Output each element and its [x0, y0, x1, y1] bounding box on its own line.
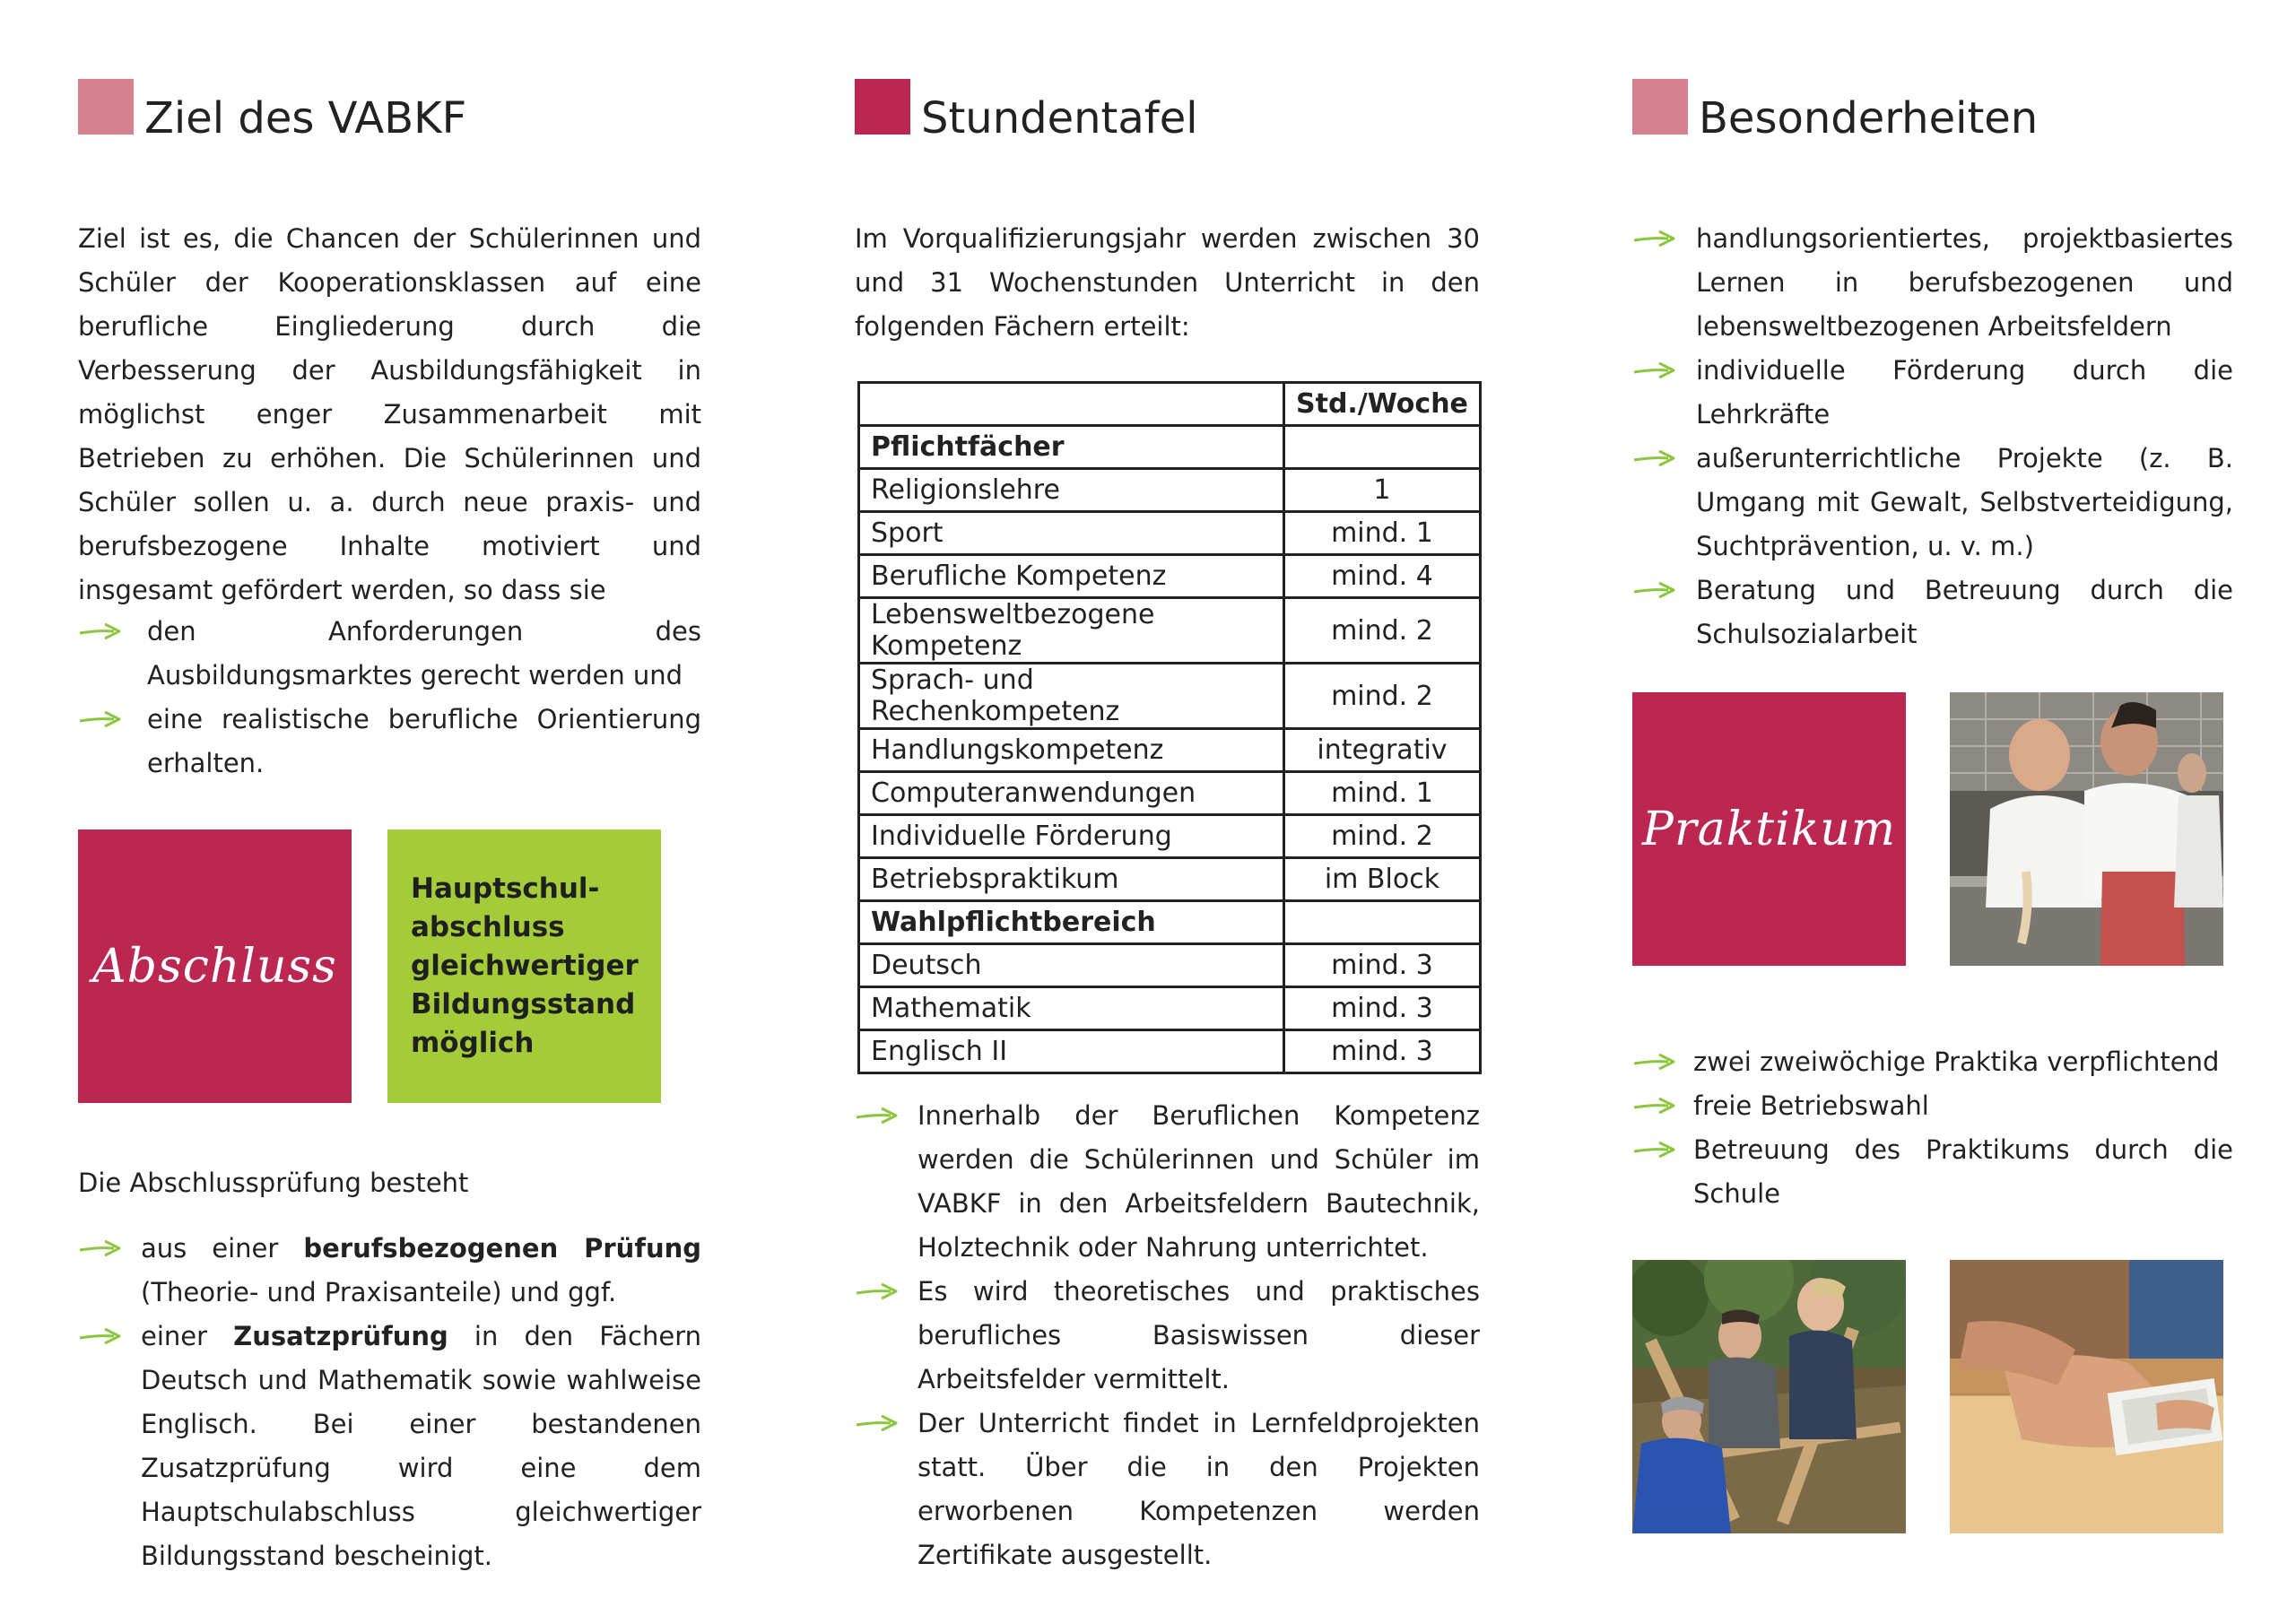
list-item-text: handlungsorientiertes, projektbasiertes Lernen in berufsbezogenen und lebensweltbezogenen Arbeitsfeldern	[1696, 223, 2233, 342]
section-title: Stundentafel	[921, 93, 1198, 143]
heading-square	[1632, 79, 1688, 135]
praktikum-label: Praktikum	[1641, 802, 1897, 856]
heading-besonderheiten	[1632, 77, 2039, 143]
subject-cell: Pflichtfächer	[859, 426, 1284, 469]
arrow-icon	[78, 1325, 125, 1347]
table-row	[859, 987, 1481, 1030]
qualification-text	[387, 870, 639, 1063]
hours-cell: mind. 3	[1284, 987, 1481, 1030]
subject-cell: Betriebspraktikum	[859, 858, 1284, 901]
arrow-icon	[1632, 360, 1679, 381]
table-row	[859, 598, 1481, 664]
arrow-icon	[78, 708, 125, 730]
list-item-text: freie Betriebswahl	[1693, 1090, 1929, 1121]
exam-bullet-list	[78, 1227, 701, 1578]
list-item	[855, 1270, 1480, 1402]
hours-cell: mind. 2	[1284, 815, 1481, 858]
list-item-text: individuelle Förderung durch die Lehrkräfte	[1696, 355, 2233, 430]
heading-ziel	[78, 77, 467, 143]
list-item-text: Innerhalb der Beruflichen Kompetenz werden die Schülerinnen und Schüler im VABKF in den Arbeitsfeldern Bautechnik, Holztechnik oder Nahrung unterrichtet.	[918, 1100, 1480, 1263]
info-bullet-list	[855, 1094, 1480, 1577]
heading-square	[78, 79, 134, 135]
hours-cell: 1	[1284, 469, 1481, 512]
list-item	[78, 698, 701, 786]
abschluss-label: Abschluss	[92, 939, 337, 994]
column-ziel	[78, 0, 701, 1624]
table-row	[859, 772, 1481, 815]
arrow-icon	[1632, 447, 1679, 469]
list-item-text: (Theorie- und Praxisanteile) und ggf.	[141, 1277, 617, 1307]
qualification-tile	[387, 829, 661, 1103]
abschluss-tile	[78, 829, 352, 1103]
subject-cell: Sport	[859, 512, 1284, 555]
list-item-text: einer	[141, 1321, 234, 1351]
subject-cell: Deutsch	[859, 944, 1284, 987]
qualification-line: Hauptschul-	[411, 873, 600, 905]
arrow-icon	[855, 1412, 901, 1434]
table-header-row	[859, 383, 1481, 426]
subject-cell: Mathematik	[859, 987, 1284, 1030]
list-item-text: aus einer	[141, 1233, 304, 1264]
section-title: Ziel des VABKF	[144, 93, 467, 143]
arrow-icon	[1632, 579, 1679, 601]
qualification-line: Bildungsstand	[411, 988, 636, 1020]
hours-cell: mind. 2	[1284, 598, 1481, 664]
table-row	[859, 555, 1481, 598]
arrow-icon	[1632, 1095, 1679, 1116]
list-item-text: außerunterrichtliche Projekte (z. B. Umgang mit Gewalt, Selbstverteidigung, Suchtprävention, u. v. m.)	[1696, 443, 2233, 561]
subject-cell: Wahlpflichtbereich	[859, 901, 1284, 944]
features-bullet-list	[1632, 217, 2233, 656]
arrow-icon	[855, 1105, 901, 1126]
subject-cell: Religionslehre	[859, 469, 1284, 512]
sanding-photo	[1950, 1260, 2223, 1533]
list-item-text: Beratung und Betreuung durch die Schulsozialarbeit	[1696, 575, 2233, 649]
goal-bullet-list	[78, 610, 701, 786]
arrow-icon	[855, 1281, 901, 1302]
hours-cell: mind. 3	[1284, 1030, 1481, 1073]
list-item	[78, 1227, 701, 1315]
intro-paragraph: Im Vorqualifizierungsjahr werden zwischen 30 und 31 Wochenstunden Unterricht in den folgenden Fächern erteilt:	[855, 223, 1480, 342]
subject-cell: Computeranwendungen	[859, 772, 1284, 815]
list-item	[1632, 349, 2233, 437]
woodwork-outdoor-photo	[1632, 1260, 1906, 1533]
list-item-text: in den Fächern Deutsch und Mathematik sowie wahlweise Englisch. Bei einer bestandenen Zusatzprüfung wird eine dem Hauptschulabschluss gleichwertiger Bildungsstand bescheinigt.	[141, 1321, 701, 1571]
hours-cell: mind. 3	[1284, 944, 1481, 987]
hours-cell	[1284, 901, 1481, 944]
exam-intro: Die Abschlussprüfung besteht	[78, 1168, 469, 1198]
list-item-text: zwei zweiwöchige Praktika verpflichtend	[1693, 1046, 2220, 1077]
column-besonderheiten	[1632, 0, 2233, 1624]
arrow-icon	[1632, 228, 1679, 249]
subject-cell: Handlungskompetenz	[859, 729, 1284, 772]
list-item	[855, 1402, 1480, 1577]
arrow-icon	[1632, 1139, 1679, 1160]
subject-cell: Individuelle Förderung	[859, 815, 1284, 858]
arrow-icon	[78, 621, 125, 642]
table-header-cell: Std./Woche	[1284, 383, 1481, 426]
list-item-text: Es wird theoretisches und praktisches berufliches Basiswissen dieser Arbeitsfelder vermittelt.	[918, 1276, 1480, 1394]
qualification-line: möglich	[411, 1027, 535, 1059]
list-item	[1632, 437, 2233, 569]
table-row	[859, 469, 1481, 512]
list-item-text: den Anforderungen des Ausbildungsmarktes gerecht werden und	[147, 616, 701, 690]
subject-cell: Englisch II	[859, 1030, 1284, 1073]
list-item-text: eine realistische berufliche Orientierung erhalten.	[147, 704, 701, 778]
heading-square	[855, 79, 910, 135]
list-item	[78, 610, 701, 698]
table-row	[859, 1030, 1481, 1073]
section-title: Besonderheiten	[1699, 93, 2039, 143]
table-header-cell	[859, 383, 1284, 426]
qualification-line: gleichwertiger	[411, 950, 639, 982]
hours-cell: im Block	[1284, 858, 1481, 901]
schedule-table	[857, 381, 1482, 1074]
table-section-row	[859, 426, 1481, 469]
table-row	[859, 512, 1481, 555]
table-row	[859, 815, 1481, 858]
arrow-icon	[1632, 1051, 1679, 1073]
heading-stundentafel	[855, 77, 1198, 143]
praktikum-tile	[1632, 692, 1906, 966]
list-item	[855, 1094, 1480, 1270]
arrow-icon	[78, 1238, 125, 1259]
hours-cell: mind. 4	[1284, 555, 1481, 598]
hours-cell: mind. 1	[1284, 512, 1481, 555]
kitchen-photo	[1950, 692, 2223, 966]
subject-cell: Sprach- und Rechenkompetenz	[859, 664, 1284, 729]
table-section-row	[859, 901, 1481, 944]
qualification-line: abschluss	[411, 911, 565, 943]
list-item	[1632, 217, 2233, 349]
intro-paragraph: Ziel ist es, die Chancen der Schülerinnen und Schüler der Kooperationsklassen auf eine berufliche Eingliederung durch die Verbesserung der Ausbildungsfähigkeit in möglichst enger Zusammenarbeit mit Betrieben zu erhöhen. Die Schülerinnen und Schüler sollen u. a. durch neue praxis- und berufsbezogene Inhalte motiviert und insgesamt gefördert werden, so dass sie	[78, 223, 701, 605]
list-item	[78, 1315, 701, 1578]
list-item	[1632, 1128, 2233, 1216]
list-item-emphasis: Zusatzprüfung	[233, 1321, 448, 1351]
list-item-emphasis: berufsbezogenen Prüfung	[303, 1233, 701, 1264]
table-row	[859, 858, 1481, 901]
list-item	[1632, 1084, 2233, 1128]
column-stundentafel	[855, 0, 1483, 1624]
praktikum-bullet-list	[1632, 1040, 2233, 1216]
table-row	[859, 664, 1481, 729]
list-item-text: Betreuung des Praktikums durch die Schule	[1693, 1134, 2233, 1209]
table-row	[859, 944, 1481, 987]
hours-cell: integrativ	[1284, 729, 1481, 772]
hours-cell: mind. 1	[1284, 772, 1481, 815]
hours-cell: mind. 2	[1284, 664, 1481, 729]
subject-cell: Lebensweltbezogene Kompetenz	[859, 598, 1284, 664]
list-item	[1632, 1040, 2233, 1084]
table-row	[859, 729, 1481, 772]
list-item-text: Der Unterricht findet in Lernfeldprojekten statt. Über die in den Projekten erworbenen Kompetenzen werden Zertifikate ausgestellt.	[918, 1408, 1480, 1570]
hours-cell	[1284, 426, 1481, 469]
list-item	[1632, 569, 2233, 656]
subject-cell: Berufliche Kompetenz	[859, 555, 1284, 598]
